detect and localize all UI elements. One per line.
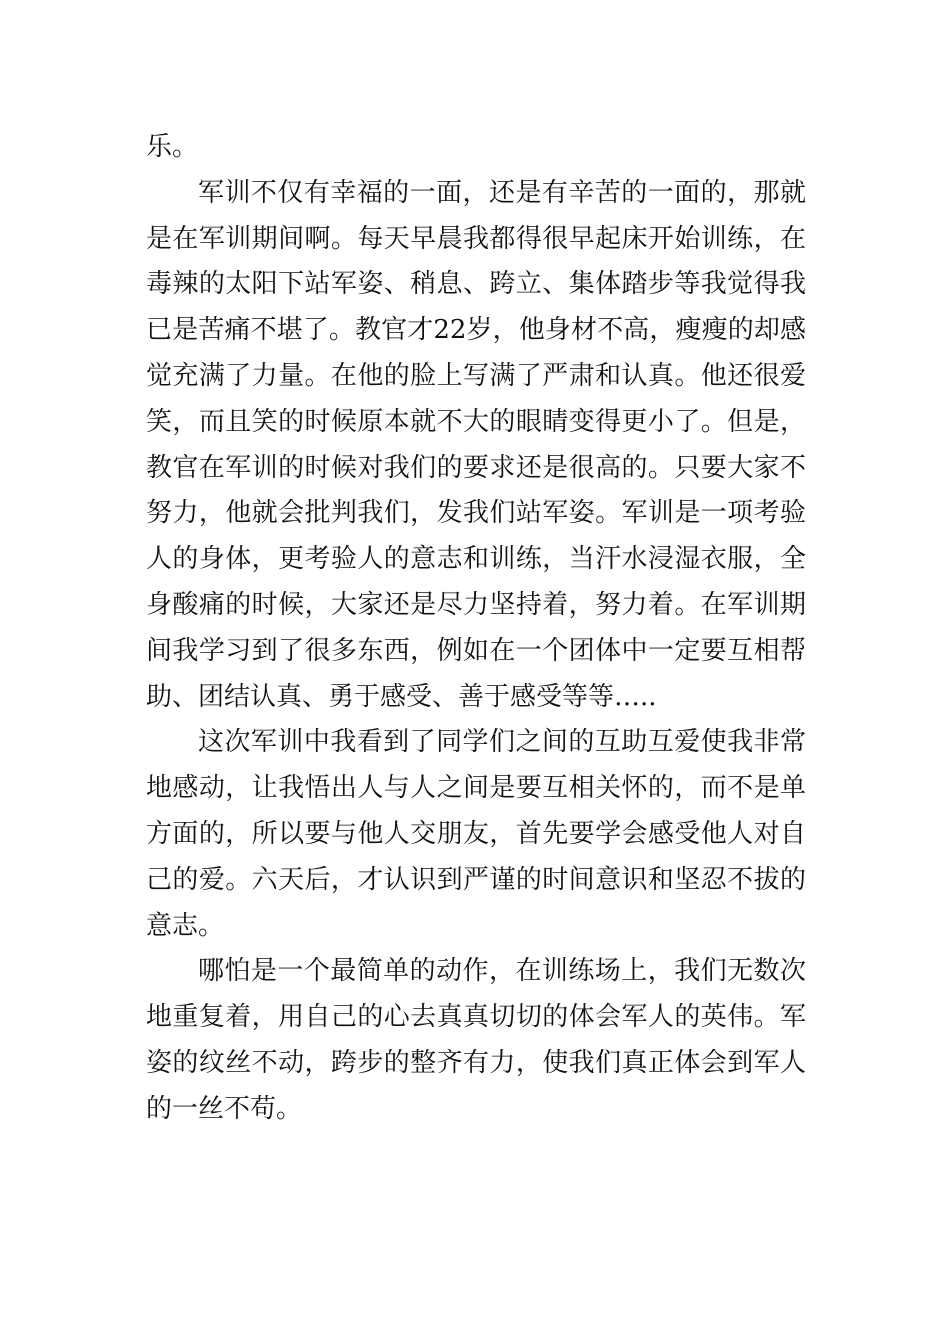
paragraph-3: 这次军训中我看到了同学们之间的互助互爱使我非常地感动，让我悟出人与人之间是要互相关怀的，而不是单方面的，所以要与他人交朋友，首先要学会感受他人对自己的爱。六天后，才认识到严谨的时间意识和坚忍不拔的意志。: [146, 727, 806, 941]
paragraph-1: 乐。: [146, 132, 199, 162]
body-text: [146, 125, 806, 1133]
paragraph-2: 军训不仅有幸福的一面，还是有辛苦的一面的，那就是在军训期间啊。每天早晨我都得很早起床开始训练，在毒辣的太阳下站军姿、稍息、跨立、集体踏步等我觉得我已是苦痛不堪了。教官才22岁，他身材不高，瘦瘦的却感觉充满了力量。在他的脸上写满了严肃和认真。他还很爱笑，而且笑的时候原本就不大的眼睛变得更小了。但是，教官在军训的时候对我们的要求还是很高的。只要大家不努力，他就会批判我们，发我们站军姿。军训是一项考验人的身体，更考验人的意志和训练，当汗水浸湿衣服，全身酸痛的时候，大家还是尽力坚持着，努力着。在军训期间我学习到了很多东西，例如在一个团体中一定要互相帮助、团结认真、勇于感受、善于感受等等…..: [146, 177, 806, 712]
paragraph-4: 哪怕是一个最简单的动作，在训练场上，我们无数次地重复着，用自己的心去真真切切的体会军人的英伟。军姿的纹丝不动，跨步的整齐有力，使我们真正体会到军人的一丝不苟。: [146, 956, 806, 1124]
